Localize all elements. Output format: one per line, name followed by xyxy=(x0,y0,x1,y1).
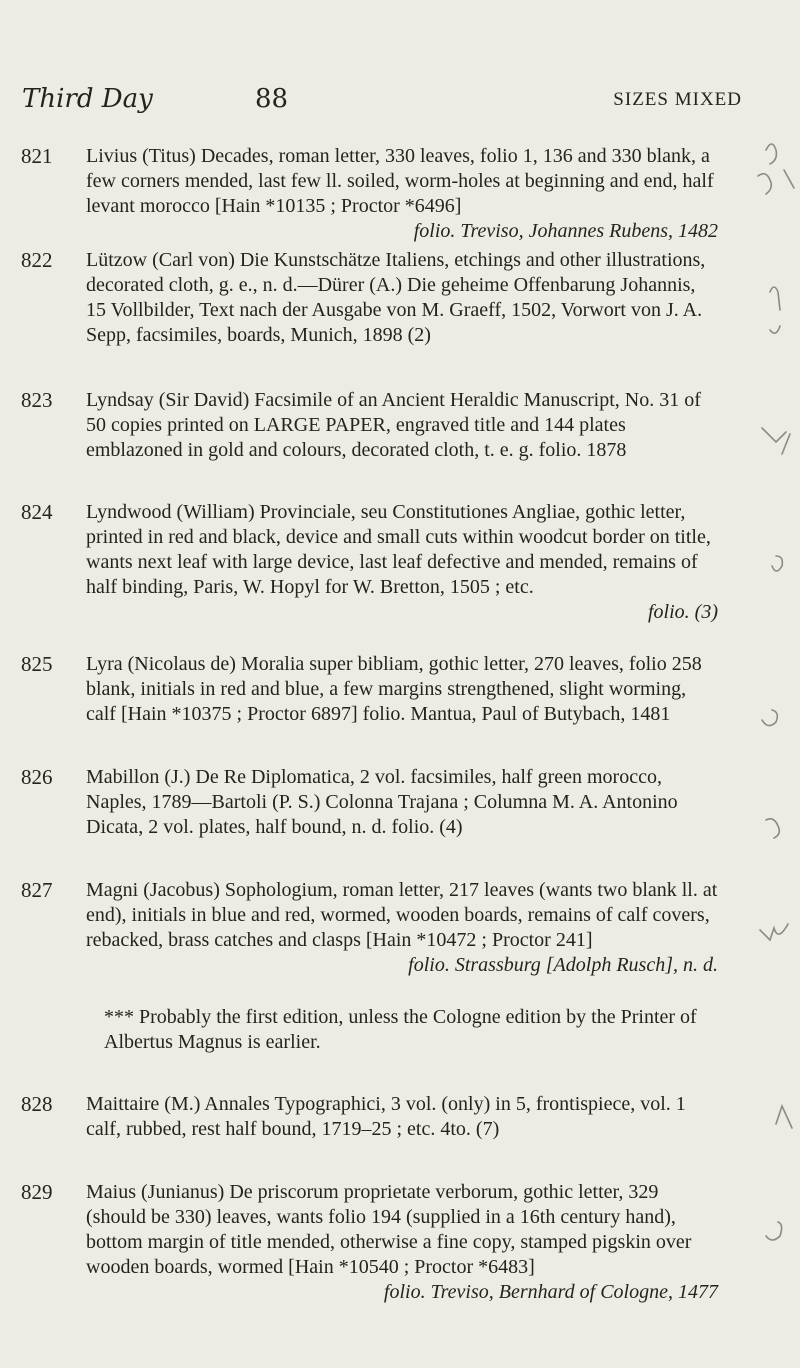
lot-number: 827 xyxy=(21,878,53,902)
page-number: 88 xyxy=(255,84,289,114)
lot-description xyxy=(86,1180,718,1305)
lot-text: Maius (Junianus) De priscorum proprietate verborum, gothic letter, 329 (should be 330) leaves, wants folio 194 (supplied in a 16th century hand), bottom margin of title mended, otherwise a fine copy, stamped pigskin over wooden boards, wormed [Hain *10540 ; Proctor *6483] xyxy=(86,1181,692,1278)
pencil-mark xyxy=(758,174,771,194)
lot-description xyxy=(86,1092,718,1142)
lot-number: 824 xyxy=(21,500,53,524)
lot-number: 828 xyxy=(21,1092,53,1116)
lot-imprint: folio. (3) xyxy=(648,601,718,623)
pencil-mark xyxy=(762,710,777,726)
lot-number: 825 xyxy=(21,652,53,676)
pencil-mark xyxy=(766,819,779,838)
lot-description xyxy=(86,765,718,840)
day-heading: Third Day xyxy=(22,84,153,114)
pencil-mark xyxy=(772,556,782,571)
lot-imprint: folio. Treviso, Johannes Rubens, 1482 xyxy=(413,220,718,242)
pencil-mark xyxy=(770,326,780,333)
pencil-mark xyxy=(782,434,790,454)
lot-description xyxy=(86,500,718,625)
lot-text: Maittaire (M.) Annales Typographici, 3 vol. (only) in 5, frontispiece, vol. 1 calf, rubbed, rest half bound, 1719–25 ; etc. 4to. (7) xyxy=(86,1093,686,1140)
lot-imprint: folio. Strassburg [Adolph Rusch], n. d. xyxy=(408,954,718,976)
lot-description xyxy=(86,388,718,463)
lot-text: Lyndsay (Sir David) Facsimile of an Ancient Heraldic Manuscript, No. 31 of 50 copies printed on LARGE PAPER, engraved title and 144 plates emblazoned in gold and colours, decorated cloth, t. e. g. folio. 1878 xyxy=(86,389,701,461)
lot-number: 822 xyxy=(21,248,53,272)
pencil-mark xyxy=(766,1222,782,1240)
pencil-mark xyxy=(762,428,786,442)
lot-description xyxy=(86,652,718,727)
lot-text: Lyra (Nicolaus de) Moralia super bibliam, gothic letter, 270 leaves, folio 258 blank, initials in red and blue, a few margins strengthened, slight worming, calf [Hain *10375 ; Proctor 6897] folio. Mantua, Paul of Butybach, 1481 xyxy=(86,653,702,725)
section-heading: SIZES MIXED xyxy=(613,89,742,110)
lot-text: Lyndwood (William) Provinciale, seu Constitutiones Angliae, gothic letter, printed in red and black, device and small cuts within woodcut border on title, wants next leaf with large device, last leaf defective and mended, remains of half binding, Paris, W. Hopyl for W. Bretton, 1505 ; etc. xyxy=(86,501,711,598)
lot-imprint: folio. Treviso, Bernhard of Cologne, 1477 xyxy=(383,1281,718,1303)
lot-number: 826 xyxy=(21,765,53,789)
lot-footnote: *** Probably the first edition, unless the Cologne edition by the Printer of Albertus Magnus is earlier. xyxy=(104,1006,697,1053)
lot-number: 823 xyxy=(21,388,53,412)
pencil-mark xyxy=(770,287,780,310)
lot-text: Lützow (Carl von) Die Kunstschätze Italiens, etchings and other illustrations, decorated cloth, g. e., n. d.—Dürer (A.) Die geheime Offenbarung Johannis, 15 Vollbilder, Text nach der Ausgabe von M. Graeff, 1502, Vorwort von J. A. Sepp, facsimiles, boards, Munich, 1898 (2) xyxy=(86,249,706,346)
lot-number: 821 xyxy=(21,144,53,168)
lot-description xyxy=(86,248,718,348)
lot-text: Livius (Titus) Decades, roman letter, 330 leaves, folio 1, 136 and 330 blank, a few corners mended, last few ll. soiled, worm-holes at beginning and end, half levant morocco [Hain *10135 ; Proctor *6496] xyxy=(86,145,714,217)
lot-description xyxy=(86,144,718,244)
lot-text: Mabillon (J.) De Re Diplomatica, 2 vol. facsimiles, half green morocco, Naples, 1789—Bartoli (P. S.) Colonna Trajana ; Columna M. A. Antonino Dicata, 2 vol. plates, half bound, n. d. folio. (4) xyxy=(86,766,678,838)
page-header xyxy=(22,84,742,124)
lot-description xyxy=(86,878,718,978)
lot-number: 829 xyxy=(21,1180,53,1204)
pencil-mark xyxy=(766,144,776,164)
lot-text: Magni (Jacobus) Sophologium, roman letter, 217 leaves (wants two blank ll. at end), initials in blue and red, wormed, wooden boards, remains of calf covers, rebacked, brass catches and clasps [Hain *10472 ; Proctor 241] xyxy=(86,879,718,951)
pencil-mark xyxy=(760,924,788,940)
pencil-mark xyxy=(784,170,794,188)
pencil-mark xyxy=(776,1106,792,1128)
